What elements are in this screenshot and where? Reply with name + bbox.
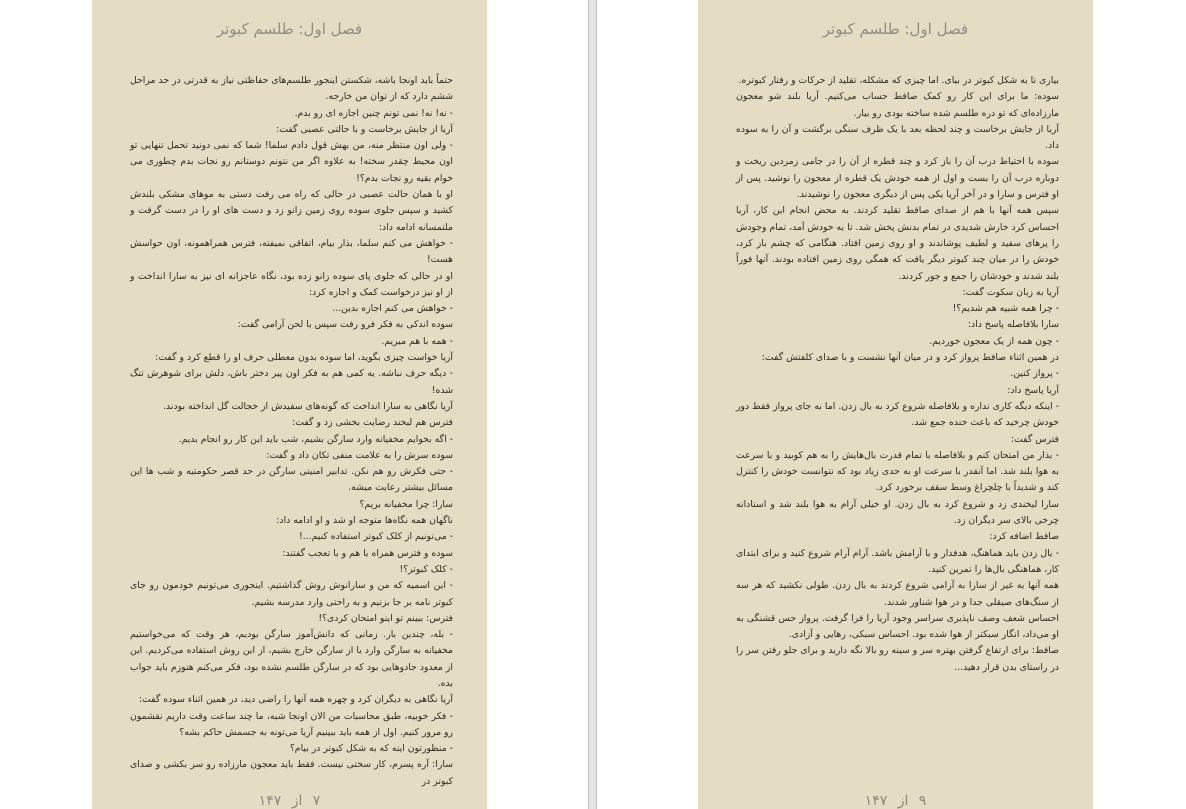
chapter-title: فصل اول: طلسم کبوتر bbox=[822, 20, 969, 38]
paragraph: - اینکه دیگه کاری نداره و بلافاصله شروع کرد به بال زدن. اما به جای پرواز فقط دور خودش چرخید که باعث خنده جمع شد. bbox=[736, 400, 1059, 429]
paragraph: - پرواز کنین. bbox=[1010, 368, 1059, 380]
paragraph: سپس همه آنها با هم از صدای صافط تقلید کردند. به محض انجام این کار، آریا احساس کرد خارش شدیدی در تمام بدنش پخش شد. تا به خودش آمد، تمام وجودش را پرهای سفید و لطیف پوشاندند و او روی زمین افتاد. هنگامی که چشم باز کرد، خودش را در میان چند کبوتر دیگر یافت که همگی روی زمین افتاده بودند. آنها فوراً بلند شدند و خودشان را جمع و جور کردند. bbox=[736, 205, 1059, 282]
paragraph: آریا به زبان سکوت گفت: bbox=[962, 286, 1059, 298]
page-footer bbox=[92, 793, 487, 809]
page-separator: از bbox=[897, 793, 909, 809]
paragraph: سوده با احتیاط درب آن را باز کرد و چند قطره از آن را در جامی زمردین ریخت و دوباره درب آن را بست و اول از همه خودش یک قطره از معجون را نوشید. پس از او فترس و سارا و در آخر آریا یکی پس از دیگری معجون را نوشیدند. bbox=[736, 156, 1059, 201]
paragraph: او با همان حالت عصبی در حالی که راه می رفت دستی به موهای مشکی بلندش کشید و سپس جلوی سوده روی زمین زانو زد و دست های او را در دست گرفت و ملتمسانه ادامه داد: bbox=[130, 189, 453, 233]
paragraph: - بله، چندین بار. زمانی که دانش‌آموز سارگن بودیم، هر وقت که می‌خواستیم مخفیانه به سارگن وارد یا از سارگن خارج بشیم، از این روش استفاده می‌کردیم. این از معدود جادوهایی بود که در سارگن طلسم نشده بود، فکر می‌کنم هنوزم باید جواب بده. bbox=[130, 629, 453, 689]
paragraph: - فکر خوبیه، طبق محاسبات من الان اونجا شبه، ما چند ساعت وقت داریم نقشمون رو مرور کنیم. اول از همه باید ببینیم آریا می‌تونه به جسمش حاکم بشه؟ bbox=[130, 710, 453, 738]
paragraph: - این اسمیه که من و سارانوش روش گذاشتیم. اینجوری می‌تونیم خودمون رو جای کبوتر نامه بر جا بزنیم و به راحتی وارد مدرسه بشیم. bbox=[130, 580, 453, 608]
paragraph: - می‌تونیم از کلک کبوتر استفاده کنیم...! bbox=[299, 531, 453, 543]
paragraph: همه آنها به غیر از سارا به آرامی شروع کردند به بال زدن. طولی نکشید که هر سه از سنگ‌های صیقلی جدا و در هوا شناور شدند. bbox=[736, 580, 1059, 608]
paragraph: آریا نگاهی به دیگران کرد و چهره همه آنها را راضی دید، در همین اثناء سوده گفت: bbox=[138, 694, 453, 706]
paragraph: آریا پاسخ داد: bbox=[1007, 384, 1059, 396]
page-number: ۷ bbox=[312, 793, 321, 809]
paragraph: حتماً باید اونجا باشه، شکستن اینجور طلسم‌های حفاظتی نیاز به قدرتی در حد مراحل ششم دارد که از توان من خارجه. bbox=[130, 75, 453, 103]
paragraph: - کلک کبوتر؟! bbox=[399, 563, 453, 575]
paragraph: سوده سرش را به علامت منفی تکان داد و گفت: bbox=[266, 449, 453, 461]
paragraph: ناگهان همه نگاه‌ها متوجه او شد و او ادامه داد: bbox=[276, 515, 453, 527]
paragraph: سارا: چرا مخفیانه بریم؟ bbox=[359, 498, 453, 510]
paragraph: بیاری تا به شکل کبوتر در بیای. اما چیزی که مشکله، تقلید از حرکات و رفتار کبوتره. bbox=[738, 75, 1059, 86]
paragraph: فترس هم لبخند رضایت بخشی زد و گفت: bbox=[292, 417, 453, 429]
book-page-7 bbox=[92, 0, 487, 809]
paragraph: احساس شعف وصف ناپذیری سراسر وجود آریا را فرا گرفت. پرواز حس قشنگی به او می‌داد، انگار سبکتر از هوا شده بود. احساس سبکی، رهایی و آزادی. bbox=[736, 612, 1059, 641]
paragraph: - همه با هم میریم. bbox=[381, 335, 453, 347]
paragraph: سارا: آره پسرم، کار سختی نیست. فقط باید معجون مارزاده رو سر بکشی و صدای کبوتر در bbox=[130, 759, 453, 787]
paragraph: - دیگه حرف نباشه. یه کمی هم به فکر اون پیر دختر باش، دلش برای شوهرش تنگ شده! bbox=[130, 368, 453, 396]
paragraph: آریا از جایش برخاست و چند لحظه بعد با یک ظرف سنگی برگشت و آن را به سوده داد. bbox=[736, 123, 1059, 152]
paragraph: آریا نگاهی به سارا انداخت که گونه‌های سفیدش از خجالت گل انداخته بودند. bbox=[163, 400, 453, 412]
page-footer bbox=[698, 793, 1093, 809]
paragraph: سوده و فترس همراه با هم و با تعجب گفتند: bbox=[282, 547, 453, 559]
page-body-text bbox=[736, 73, 1059, 676]
paragraph: - منظورتون اینه که به شکل کبوتر در بیام؟ bbox=[289, 743, 453, 755]
paragraph: - ولی اون منتظر منه، من بهش قول دادم سلما! شما که نمی دونید تحمل تنهایی تو اون محیط چقدر سخته! به علاوه اگر من نتونم دوستانم رو نجات بدم چطوری می خوام بقیه رو نجات بدم؟! bbox=[130, 140, 453, 184]
chapter-title: فصل اول: طلسم کبوتر bbox=[216, 20, 363, 38]
paragraph: آریا از جایش برخاست و با حالتی عصبی گفت: bbox=[276, 123, 453, 135]
paragraph: - اگه بخوایم مخفیانه وارد سارگن بشیم، شب باید این کار رو انجام بدیم. bbox=[178, 433, 453, 445]
splitter-edge-left bbox=[588, 0, 589, 809]
right-page-view bbox=[597, 0, 1186, 809]
paragraph: - چرا همه شبیه هم شدیم؟! bbox=[952, 303, 1059, 315]
paragraph: - بال زدن باید هماهنگ، هدفدار و با آرامش باشد. آرام آرام شروع کنید و برای ابتدای کار، هماهنگی بال‌ها را تمرین کنید. bbox=[736, 547, 1059, 575]
paragraph: صافط: برای ارتفاع گرفتن بهتره سر و سینه رو بالا نگه دارید و برای جلو رفتن سر را در راستای بدن قرار دهید... bbox=[736, 645, 1059, 673]
paragraph: - خواهش می کنم اجازه بدین... bbox=[332, 303, 453, 315]
page-body-text bbox=[130, 73, 453, 790]
paragraph: - حتی فکرش رو هم نکن. تدابیر امنیتی سارگن در حد قصر حکومتیه و شب ها این مسائل بیشتر رعایت میشه. bbox=[130, 466, 453, 494]
book-page-9 bbox=[698, 0, 1093, 809]
paragraph: فترس گفت: bbox=[1010, 433, 1059, 445]
page-number: ۹ bbox=[918, 793, 927, 809]
total-pages: ۱۴۷ bbox=[864, 793, 888, 809]
paragraph: سوده اندکی به فکر فرو رفت سپس با لحن آرامی گفت: bbox=[237, 319, 453, 331]
paragraph: سارا لبخندی زد و شروع کرد به بال زدن. او خیلی آرام به هوا بلند شد و استادانه چرخی بالای سر دیگران زد. bbox=[736, 498, 1059, 527]
paragraph: - چون همه از یک معجون خوردیم. bbox=[929, 335, 1059, 347]
paragraph: آریا خواست چیزی بگوید، اما سوده بدون معطلی حرف او را قطع کرد و گفت: bbox=[155, 352, 453, 364]
paragraph: او در حالی که جلوی پای سوده زانو زده بود، نگاه عاجزانه ای نیز به سارا انداخت و از او نیز درخواست کمک و اجازه کرد: bbox=[130, 270, 453, 298]
paragraph: در همین اثناء صافط پرواز کرد و در میان آنها نشست و با صدای کلفتش گفت: bbox=[761, 352, 1059, 364]
page-separator: از bbox=[291, 793, 303, 809]
paragraph: سارا بلافاصله پاسخ داد: bbox=[967, 319, 1059, 331]
paragraph: - خواهش می کنم سلما، بذار بیام، اتفاقی نمیفته، فترس همراهمونه، اون حواسش هست! bbox=[130, 237, 453, 266]
paragraph: صافط اضافه کرد: bbox=[989, 531, 1059, 543]
paragraph: فترس: ببینم تو اینو امتحان کردی؟! bbox=[318, 612, 453, 624]
page-splitter[interactable] bbox=[588, 0, 597, 809]
paragraph: سوده: ما برای این کار رو کمک صافط حساب می‌کنیم. آریا بلند شو معجون مارزاده‌ای که تو دره طلسم شده ساخته بودی رو بیار. bbox=[736, 91, 1059, 119]
left-page-view bbox=[0, 0, 588, 809]
total-pages: ۱۴۷ bbox=[258, 793, 282, 809]
paragraph: - بذار من امتحان کنم و بلافاصله با تمام قدرت بال‌هایش را به هم کوبید و با سرعت به هوا بلند شد. اما آنقدر با سرعت او به حدی زیاد بود که نتوانست خودش را کنترل کند و شدیداً با چلچراغ وسط سقف برخورد کرد. bbox=[736, 449, 1059, 494]
paragraph: - نه! نه! نمی تونم چنین اجازه ای رو بدم. bbox=[294, 107, 453, 119]
